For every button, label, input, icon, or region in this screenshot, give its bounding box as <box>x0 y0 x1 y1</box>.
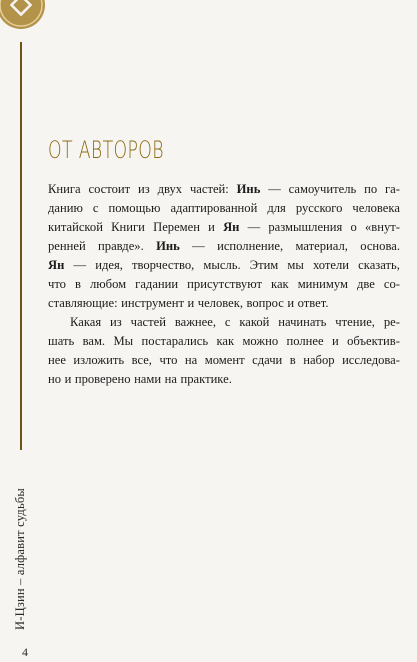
text-line: Ян — идея, творчество, мысль. Этим мы хотели сказать, <box>48 258 400 272</box>
text-line: Какая из частей важнее, с какой начинать чтение, ре- <box>70 315 400 329</box>
text-line: шать вам. Мы постарались как можно полнее и объектив- <box>48 334 400 348</box>
text-line: ренней правде». Инь — исполнение, материал, основа. <box>48 239 400 253</box>
text-line: данию с помощью адаптированной для русского человека <box>48 201 400 215</box>
running-title-text: И-Цзин – алфавит судьбы <box>13 487 27 630</box>
text-line: нее изложить все, что на момент сдачи в набор исследова- <box>48 353 400 367</box>
text-line: но и проверено нами на практике. <box>48 372 232 386</box>
text-line: Книга состоит из двух частей: Инь — самоучитель по га- <box>48 182 400 196</box>
text-line: ставляющие: инструмент и человек, вопрос и ответ. <box>48 296 329 310</box>
text-line: китайской Книги Перемен и Ян — размышления о «внут- <box>48 220 400 234</box>
body-text <box>48 180 400 389</box>
margin-rule <box>20 42 22 450</box>
coin-ornament-icon <box>0 0 46 30</box>
section-heading: ОТ АВТОРОВ <box>48 136 164 164</box>
text-line: что в любом гадании присутствуют как минимум две со- <box>48 277 400 291</box>
page-number: 4 <box>22 645 28 659</box>
